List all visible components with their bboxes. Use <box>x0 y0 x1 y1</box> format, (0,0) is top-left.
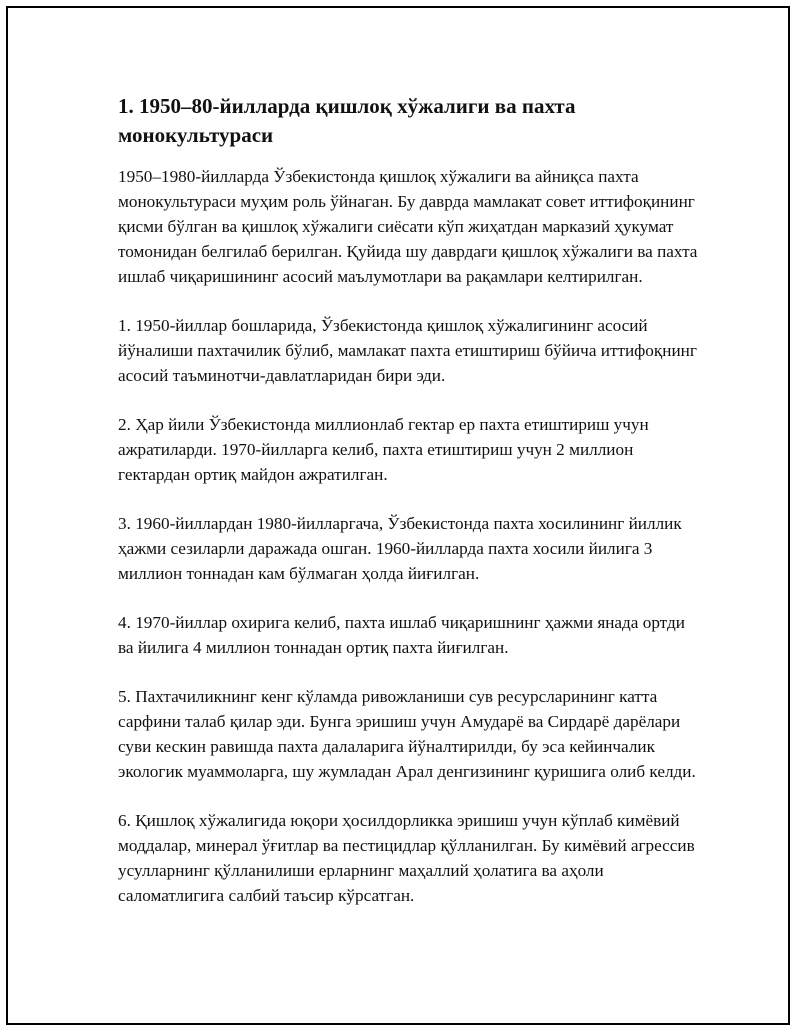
list-item-1: 1. 1950-йиллар бошларида, Ўзбекистонда қишлоқ хўжалигининг асосий йўналиши пахтачилик бўлиб, мамлакат пахта етиштириш бўйича иттифоқнинг асосий таъминотчи-давлатларидан бири эди. <box>118 316 697 385</box>
intro-paragraph: 1950–1980-йилларда Ўзбекистонда қишлоқ хўжалиги ва айниқса пахта монокультураси муҳим роль ўйнаган. Бу даврда мамлакат совет иттифоқининг қисми бўлган ва қишлоқ хўжалиги сиёсати кўп жиҳатдан марказий ҳукумат томонидан белгилаб берилган. Қуйида шу даврдаги қишлоқ хўжалиги ва пахта ишлаб чиқаришининг асосий маълумотлари ва рақамлари келтирилган. <box>118 167 698 286</box>
document-body <box>118 92 698 932</box>
document-title: 1. 1950–80-йилларда қишлоқ хўжалиги ва пахта монокультураси <box>118 94 576 147</box>
list-item-4: 4. 1970-йиллар охирига келиб, пахта ишлаб чиқаришнинг ҳажми янада ортди ва йилига 4 миллион тоннадан ортиқ пахта йиғилган. <box>118 613 685 657</box>
list-item-5: 5. Пахтачиликнинг кенг кўламда ривожланиши сув ресурсларининг катта сарфини талаб қилар эди. Бунга эришиш учун Амударё ва Сирдарё дарёлари суви кескин равишда пахта далаларига йўналтирилди, бу эса кейинчалик экологик муаммоларга, шу жумладан Арал денгизининг қуришига олиб келди. <box>118 687 696 781</box>
list-item-6: 6. Қишлоқ хўжалигида юқори ҳосилдорликка эришиш учун кўплаб кимёвий моддалар, минерал ўғитлар ва пестицидлар қўлланилган. Бу кимёвий агрессив усулларнинг қўлланилиши ерларнинг маҳаллий ҳолатига ва аҳоли саломатлигига салбий таъсир кўрсатган. <box>118 811 695 905</box>
list-item-3: 3. 1960-йиллардан 1980-йилларгача, Ўзбекистонда пахта хосилининг йиллик ҳажми сезиларли даражада ошган. 1960-йилларда пахта хосили йилига 3 миллион тоннадан кам бўлмаган ҳолда йиғилган. <box>118 514 682 583</box>
list-item-2: 2. Ҳар йили Ўзбекистонда миллионлаб гектар ер пахта етиштириш учун ажратиларди. 1970-йилларга келиб, пахта етиштириш учун 2 миллион гектардан ортиқ майдон ажратилган. <box>118 415 649 484</box>
